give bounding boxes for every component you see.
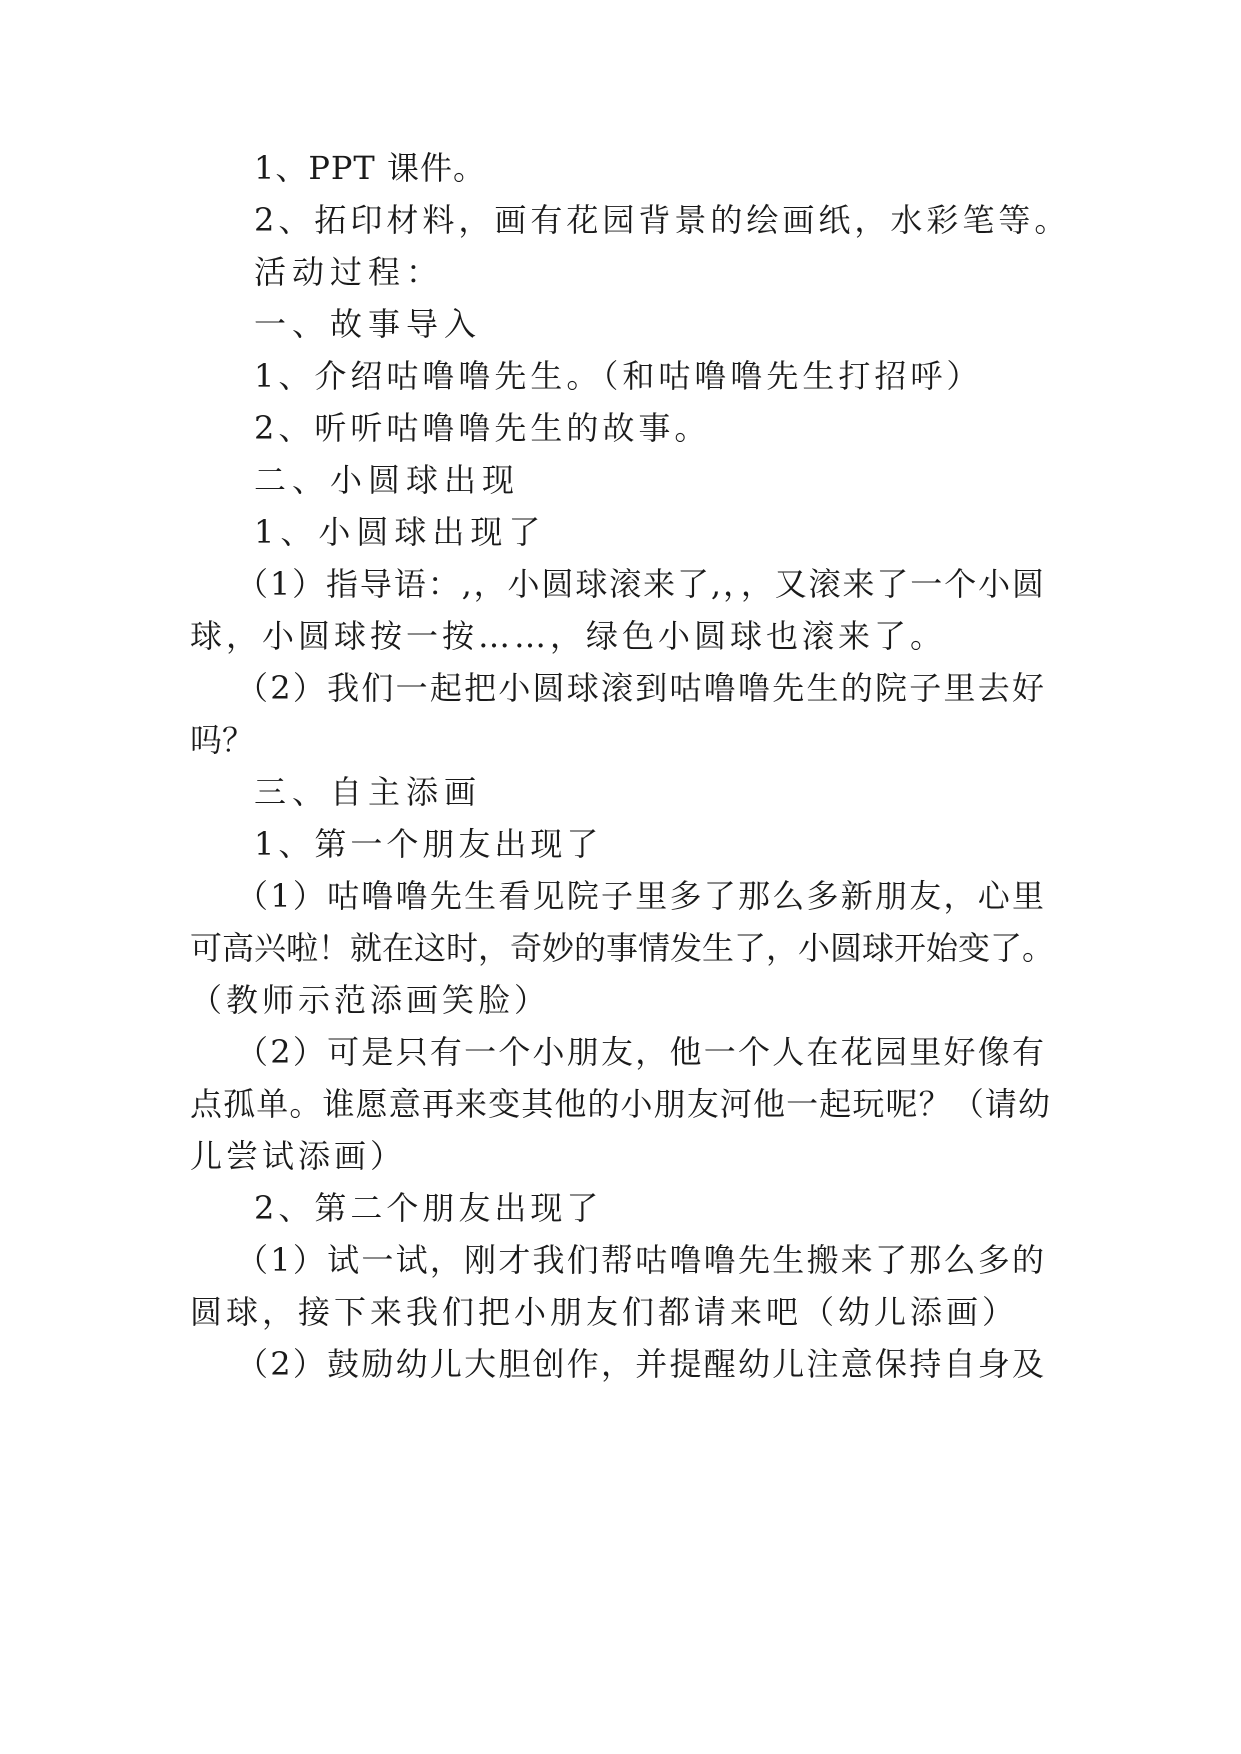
paragraph-3-1-2: （2）可是只有一个小朋友，他一个人在花园里好像有 [236, 1033, 1044, 1071]
step-1-2: 2、听听咕噜噜先生的故事。 [254, 409, 711, 447]
paragraph-2-1-1-cont: 球，小圆球按一按……，绿色小圆球也滚来了。 [190, 617, 947, 655]
paragraph-3-2-1-cont: 圆球，接下来我们把小朋友们都请来吧（幼儿添画） [190, 1293, 1019, 1331]
paragraph-3-1-2-end: 儿尝试添画） [190, 1137, 407, 1175]
material-item-1: 1、PPT 课件。 [254, 149, 486, 187]
section-heading-2: 二、小圆球出现 [254, 461, 521, 499]
section-heading-1: 一、故事导入 [254, 305, 483, 343]
step-1-1: 1、介绍咕噜噜先生。（和咕噜噜先生打招呼） [254, 357, 983, 395]
paragraph-2-1-1: （1）指导语：,，小圆球滚来了,，，又滚来了一个小圆 [236, 565, 1044, 603]
paragraph-3-2-2: （2）鼓励幼儿大胆创作，并提醒幼儿注意保持自身及 [236, 1345, 1044, 1383]
paragraph-3-1-2-cont: 点孤单。谁愿意再来变其他的小朋友河他一起玩呢？（请幼 [190, 1085, 1050, 1123]
step-2-1: 1、小圆球出现了 [254, 513, 547, 551]
paragraph-3-1-1-cont: 可高兴啦！就在这时，奇妙的事情发生了，小圆球开始变了。 [190, 929, 1055, 967]
section-heading-3: 三、自主添画 [254, 773, 483, 811]
section-heading-process: 活动过程： [254, 253, 445, 291]
paragraph-3-1-1-note: （教师示范添画笑脸） [190, 981, 551, 1019]
paragraph-3-2-1: （1）试一试，刚才我们帮咕噜噜先生搬来了那么多的 [236, 1241, 1044, 1279]
step-3-2: 2、第二个朋友出现了 [254, 1189, 603, 1227]
step-3-1: 1、第一个朋友出现了 [254, 825, 603, 863]
paragraph-2-1-2: （2）我们一起把小圆球滚到咕噜噜先生的院子里去好 [236, 669, 1044, 707]
paragraph-3-1-1: （1）咕噜噜先生看见院子里多了那么多新朋友，心里 [236, 877, 1044, 915]
paragraph-2-1-2-cont: 吗？ [190, 721, 255, 759]
material-item-2: 2、拓印材料，画有花园背景的绘画纸，水彩笔等。 [254, 201, 1071, 239]
